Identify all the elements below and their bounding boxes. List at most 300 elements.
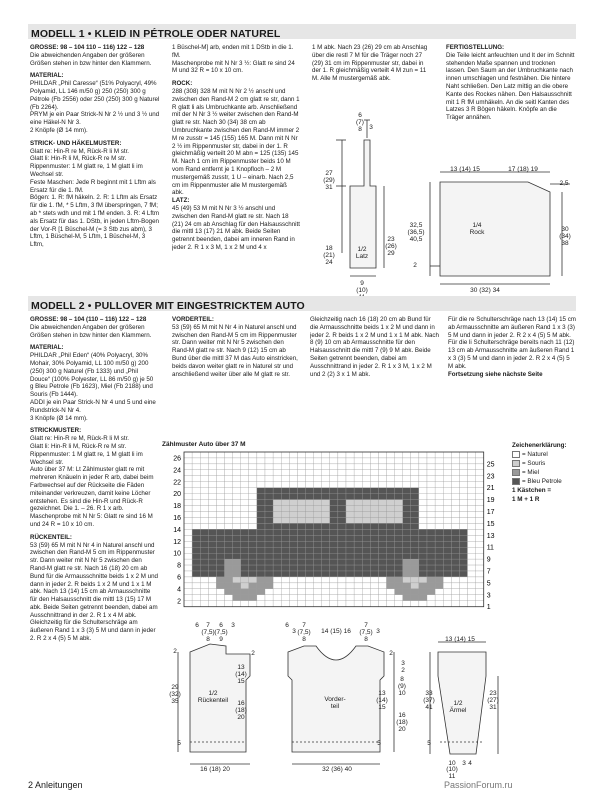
chart-cell [192, 458, 200, 464]
chart-cell [378, 482, 386, 488]
chart-cell [419, 529, 427, 535]
chart-cell [265, 452, 273, 458]
chart-cell [208, 488, 216, 494]
model1-column-1 [30, 44, 160, 284]
chart-cell [427, 470, 435, 476]
chart-cell [200, 541, 208, 547]
chart-cell [370, 523, 378, 529]
chart-cell [297, 577, 305, 583]
chart-cell [451, 547, 459, 553]
sleeve-name: 1/2 Ärmel [449, 700, 467, 714]
chart-cell [387, 452, 395, 458]
chart-cell [208, 583, 216, 589]
chart-cell [338, 571, 346, 577]
chart-cell [411, 595, 419, 601]
latz-upper: 27 (29) 31 [323, 170, 335, 191]
chart-cell [225, 565, 233, 571]
chart-cell [468, 488, 476, 494]
chart-cell [330, 565, 338, 571]
chart-cell [411, 601, 419, 607]
chart-cell [184, 571, 192, 577]
chart-cell [306, 595, 314, 601]
chart-cell [378, 458, 386, 464]
sleeve-bottom1: 10 [448, 760, 456, 767]
chart-cell [184, 458, 192, 464]
chart-cell [346, 458, 354, 464]
chart-cell [435, 571, 443, 577]
chart-cell [476, 577, 484, 583]
chart-cell [346, 464, 354, 470]
chart-cell [427, 523, 435, 529]
chart-cell [225, 476, 233, 482]
chart-cell [395, 494, 403, 500]
chart-cell [306, 541, 314, 547]
chart-cell [330, 559, 338, 565]
chart-cell [257, 500, 265, 506]
chart-cell [403, 553, 411, 559]
chart-cell [297, 565, 305, 571]
chart-cell [338, 547, 346, 553]
chart-cell [346, 512, 354, 518]
chart-cell [208, 559, 216, 565]
chart-cell [362, 571, 370, 577]
chart-cell [419, 565, 427, 571]
chart-cell [378, 512, 386, 518]
chart-cell [322, 458, 330, 464]
chart-cell [314, 494, 322, 500]
chart-cell [314, 506, 322, 512]
chart-cell [370, 470, 378, 476]
chart-cell [476, 476, 484, 482]
chart-cell [314, 452, 322, 458]
latz-bottom: 9 (10) [356, 280, 368, 294]
chart-cell [338, 589, 346, 595]
chart-cell [395, 595, 403, 601]
chart-cell [451, 500, 459, 506]
chart-cell [419, 452, 427, 458]
chart-cell [411, 529, 419, 535]
chart-cell [468, 506, 476, 512]
chart-cell [403, 589, 411, 595]
chart-cell [387, 535, 395, 541]
chart-cell [330, 512, 338, 518]
chart-cell [346, 523, 354, 529]
chart-cell [289, 517, 297, 523]
chart-cell [322, 595, 330, 601]
chart-cell [273, 482, 281, 488]
chart-cell [241, 529, 249, 535]
chart-cell [322, 476, 330, 482]
chart-cell [378, 571, 386, 577]
rock-left: 32,5 (36,5) 40,5 [407, 222, 425, 243]
chart-cell [435, 476, 443, 482]
chart-row-label-right: 23 [486, 473, 495, 481]
chart-cell [289, 589, 297, 595]
back-top-right: 2 [251, 650, 255, 657]
chart-cell [249, 529, 257, 535]
chart-cell [459, 535, 467, 541]
chart-cell [338, 583, 346, 589]
chart-cell [370, 476, 378, 482]
chart-cell [289, 601, 297, 607]
chart-cell [354, 476, 362, 482]
chart-cell [443, 577, 451, 583]
paragraph: PRYM je ein Paar Strick-N Nr 2 ½ und 3 ½ und eine Häkel-N Nr 3. [30, 111, 160, 127]
chart-cell [265, 529, 273, 535]
chart-cell [395, 458, 403, 464]
chart-cell [208, 541, 216, 547]
chart-cell [378, 589, 386, 595]
chart-cell [468, 523, 476, 529]
chart-cell [403, 565, 411, 571]
section-heading: VORDERTEIL: [172, 316, 214, 323]
chart-cell [411, 464, 419, 470]
chart-cell [322, 494, 330, 500]
chart-cell [459, 601, 467, 607]
chart-cell [208, 595, 216, 601]
chart-cell [241, 523, 249, 529]
chart-cell [362, 476, 370, 482]
chart-cell [281, 571, 289, 577]
chart-cell [476, 464, 484, 470]
chart-cell [273, 559, 281, 565]
chart-cell [192, 535, 200, 541]
chart-cell [241, 494, 249, 500]
chart-cell [265, 512, 273, 518]
chart-cell [265, 583, 273, 589]
chart-cell [387, 571, 395, 577]
chart-cell [184, 517, 192, 523]
chart-cell [289, 470, 297, 476]
chart-cell [314, 476, 322, 482]
chart-cell [200, 583, 208, 589]
chart-cell [306, 589, 314, 595]
chart-cell [322, 529, 330, 535]
chart-cell [233, 517, 241, 523]
model1-header [28, 24, 576, 39]
chart-cell [427, 559, 435, 565]
chart-cell [297, 464, 305, 470]
chart-cell [427, 529, 435, 535]
chart-cell [289, 506, 297, 512]
chart-cell [362, 517, 370, 523]
back-top3: 6 (7,5) 9 [214, 622, 228, 643]
chart-cell [241, 565, 249, 571]
chart-cell [225, 458, 233, 464]
chart-cell [184, 482, 192, 488]
back-inner1: 13 (14) 15 [235, 664, 247, 685]
chart-cell [192, 577, 200, 583]
chart-cell [362, 458, 370, 464]
chart-cell [289, 547, 297, 553]
chart-cell [476, 535, 484, 541]
chart-cell [451, 559, 459, 565]
chart-cell [273, 517, 281, 523]
chart-cell [281, 601, 289, 607]
chart-cell [208, 535, 216, 541]
chart-cell [306, 494, 314, 500]
chart-cell [370, 589, 378, 595]
chart-cell [322, 559, 330, 565]
chart-cell [370, 553, 378, 559]
chart-cell [443, 547, 451, 553]
sleeve-top: 13 (14) 15 [445, 636, 475, 643]
chart-cell [435, 535, 443, 541]
chart-cell [265, 500, 273, 506]
chart-cell [297, 541, 305, 547]
chart-cell [281, 494, 289, 500]
chart-cell [419, 595, 427, 601]
chart-cell [419, 571, 427, 577]
chart-cell [338, 553, 346, 559]
chart-cell [314, 559, 322, 565]
chart-cell [200, 517, 208, 523]
chart-cell [257, 529, 265, 535]
model2-column-3 [310, 316, 440, 436]
chart-cell [354, 577, 362, 583]
chart-cell [338, 476, 346, 482]
paragraph: Rippenmuster: 1 M glatt re, 1 M glatt li im Wechsel str. [30, 163, 143, 178]
chart-cell [241, 589, 249, 595]
chart-cell [184, 506, 192, 512]
chart-cell [362, 595, 370, 601]
chart-cell [184, 595, 192, 601]
chart-cell [459, 476, 467, 482]
chart-cell [476, 517, 484, 523]
chart-cell [370, 500, 378, 506]
chart-row-label-left: 26 [173, 455, 181, 463]
chart-cell [306, 470, 314, 476]
model2-column-4 [448, 316, 576, 436]
chart-cell [411, 577, 419, 583]
chart-cell [378, 577, 386, 583]
chart-cell [459, 523, 467, 529]
chart-cell [257, 601, 265, 607]
chart-cell [459, 452, 467, 458]
chart-cell [370, 482, 378, 488]
chart-cell [297, 547, 305, 553]
chart-cell [468, 547, 476, 553]
chart-cell [241, 488, 249, 494]
chart-row-label-right: 17 [486, 509, 495, 516]
chart-cell [233, 577, 241, 583]
chart-cell [330, 589, 338, 595]
chart-row-label-left: 6 [177, 574, 181, 582]
chart-cell [322, 541, 330, 547]
chart-cell [362, 565, 370, 571]
chart-cell [459, 500, 467, 506]
chart-cell [233, 553, 241, 559]
chart-cell [459, 565, 467, 571]
paragraph: Die abweichenden Angaben der größeren Größen stehen in bzw hinter den Klammern. [30, 323, 152, 339]
chart-cell [330, 476, 338, 482]
chart-cell [395, 589, 403, 595]
chart-cell [184, 529, 192, 535]
chart-cell [314, 589, 322, 595]
chart-cell [370, 512, 378, 518]
chart-row-label-left: 16 [173, 514, 181, 522]
chart-cell [241, 553, 249, 559]
chart-cell [241, 595, 249, 601]
chart-cell [192, 488, 200, 494]
chart-cell [265, 458, 273, 464]
chart-cell [346, 589, 354, 595]
chart-cell [403, 577, 411, 583]
chart-cell [249, 535, 257, 541]
chart-cell [395, 529, 403, 535]
chart-cell [184, 523, 192, 529]
paragraph: 45 (49) 53 M mit N Nr 3 ½ anschl und zwischen den Rand-M glatt re str. Nach 18 (21) 24 cm ab Anschlag für den Halsausschnitt die mittl 13 (17) 21 M abk. Beide Seiten getrennt beenden, dabei am inneren Rand in jeder 2. R 1 x 3 M, 1 x 2 M und 4 x [172, 204, 300, 251]
chart-cell [468, 494, 476, 500]
chart-cell [443, 506, 451, 512]
chart-cell [338, 494, 346, 500]
model2-title: MODELL 2 • PULLOVER MIT EINGESTRICKTEM AUTO [31, 300, 305, 312]
chart-cell [411, 553, 419, 559]
chart-cell [273, 529, 281, 535]
chart-cell [273, 601, 281, 607]
chart-cell [403, 476, 411, 482]
chart-cell [370, 488, 378, 494]
chart-cell [411, 500, 419, 506]
section-heading: RÜCKENTEIL: [30, 533, 72, 541]
chart-cell [233, 488, 241, 494]
paragraph: Maschenprobe mit N Nr 3 ½: Glatt re sind 24 M und 32 R = 10 x 10 cm. [172, 59, 295, 75]
chart-cell [451, 464, 459, 470]
chart-cell [322, 488, 330, 494]
chart-cell [208, 601, 216, 607]
chart-cell [257, 583, 265, 589]
chart-cell [354, 488, 362, 494]
chart-cell [443, 589, 451, 595]
chart-cell [265, 589, 273, 595]
chart-cell [427, 535, 435, 541]
front-top4: 7 (7,5) 8 [359, 622, 373, 643]
chart-cell [273, 458, 281, 464]
chart-cell [257, 559, 265, 565]
chart-row-label-right: 1 [486, 604, 491, 610]
chart-cell [208, 458, 216, 464]
chart-cell [459, 541, 467, 547]
chart-cell [468, 583, 476, 589]
chart-cell [403, 523, 411, 529]
chart-cell [443, 488, 451, 494]
chart-cell [306, 547, 314, 553]
chart-cell [354, 500, 362, 506]
chart-cell [468, 512, 476, 518]
chart-cell [330, 535, 338, 541]
chart-cell [249, 523, 257, 529]
chart-cell [387, 464, 395, 470]
chart-cell [387, 589, 395, 595]
chart-cell [322, 512, 330, 518]
legend-swatch [512, 478, 520, 485]
chart-cell [257, 577, 265, 583]
chart-cell [249, 488, 257, 494]
chart-cell [338, 535, 346, 541]
chart-cell [208, 494, 216, 500]
chart-cell [443, 476, 451, 482]
front-top1: 6 [285, 622, 289, 629]
chart-cell [314, 512, 322, 518]
chart-cell [395, 553, 403, 559]
chart-cell [395, 559, 403, 565]
chart-cell [451, 583, 459, 589]
chart-cell [476, 500, 484, 506]
chart-cell [233, 482, 241, 488]
chart-cell [314, 601, 322, 607]
legend-label: = Miel [522, 469, 539, 476]
chart-cell [314, 482, 322, 488]
chart-cell [395, 583, 403, 589]
chart-cell [346, 565, 354, 571]
chart-cell [362, 452, 370, 458]
chart-cell [249, 559, 257, 565]
chart-cell [314, 553, 322, 559]
chart-cell [297, 601, 305, 607]
chart-cell [443, 559, 451, 565]
back-left: 29 (32) 35 [169, 684, 181, 705]
paragraph: PHILDAR „Phil Eden“ (40% Polyacryl, 30% Mohair, 30% Polyamid, LL 100 m/50 g) 200 (250) 300 g Naturel (Fb 1333) und „Phil Douce“ (100% Polyester, LL 86 m/50 g) je 50 g Bleu Petrole (Fb 1623), Miel (Fb 2188) und Souris (Fb 1444). [30, 352, 154, 399]
front-top2: 3 [292, 628, 296, 635]
chart-cell [411, 559, 419, 565]
chart-cell [443, 470, 451, 476]
chart-row-label-right: 7 [486, 568, 491, 576]
chart-cell [297, 494, 305, 500]
chart-cell [216, 529, 224, 535]
chart-cell [200, 458, 208, 464]
chart-cell [281, 512, 289, 518]
chart-cell [403, 512, 411, 518]
chart-cell [249, 571, 257, 577]
chart-cell [273, 452, 281, 458]
chart-cell [200, 571, 208, 577]
chart-cell [427, 553, 435, 559]
chart-cell [403, 494, 411, 500]
chart-cell [378, 494, 386, 500]
chart-cell [354, 512, 362, 518]
chart-cell [403, 458, 411, 464]
model2-column-2 [172, 316, 300, 436]
chart-row-label-right: 11 [486, 544, 494, 552]
chart-cell [233, 470, 241, 476]
model1-column-2 [172, 44, 300, 284]
chart-cell [419, 577, 427, 583]
back-top1: 6 [195, 622, 199, 629]
chart-cell [338, 482, 346, 488]
chart-row-label-right: 25 [486, 461, 495, 469]
chart-cell [387, 583, 395, 589]
chart-cell [443, 452, 451, 458]
chart-cell [216, 458, 224, 464]
chart-cell [387, 494, 395, 500]
chart-cell [395, 482, 403, 488]
chart-cell [192, 565, 200, 571]
chart-cell [233, 547, 241, 553]
chart-cell [370, 559, 378, 565]
chart-cell [395, 464, 403, 470]
chart-cell [370, 547, 378, 553]
chart-cell [225, 547, 233, 553]
chart-cell [241, 577, 249, 583]
chart-cell [435, 529, 443, 535]
front-top3: 7 (7,5) 8 [297, 622, 311, 643]
chart-cell [362, 488, 370, 494]
chart-cell [241, 535, 249, 541]
chart-cell [208, 452, 216, 458]
chart-cell [192, 470, 200, 476]
chart-cell [378, 506, 386, 512]
chart-cell [354, 529, 362, 535]
